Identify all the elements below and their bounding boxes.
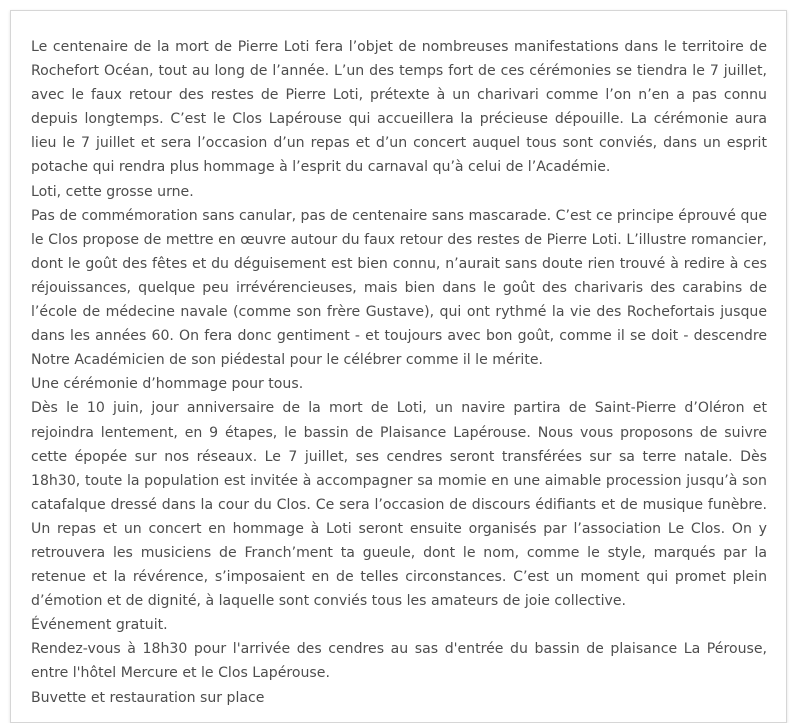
free-event-note: Événement gratuit. — [31, 617, 168, 634]
refreshments-note: Buvette et restauration sur place — [31, 689, 265, 706]
article-body — [31, 35, 767, 710]
section-heading-ceremony: Une cérémonie d’hommage pour tous. — [31, 376, 304, 393]
intro-paragraph: Le centenaire de la mort de Pierre Loti fera l’objet de nombreuses manifestations dans le territoire de Rochefort Océan, tout au long de l’année. L’un des temps fort de ces cérémonies se tiendra le 7 juillet, avec le faux retour des restes de Pierre Loti, prétexte à un charivari comme l’on n’en a pas connu depuis longtemps. C’est le Clos Lapérouse qui accueillera la précieuse dépouille. La cérémonie aura lieu le 7 juillet et sera l’occasion d’un repas et d’un concert auquel tous sont conviés, dans un esprit potache qui rendra plus hommage à l’esprit du carnaval qu’à celui de l’Académie. — [31, 39, 767, 176]
section-heading-loti: Loti, cette grosse urne. — [31, 183, 194, 200]
article-panel — [10, 10, 787, 723]
meeting-point-paragraph: Rendez-vous à 18h30 pour l'arrivée des cendres au sas d'entrée du bassin de plaisance La Pérouse, entre l'hôtel Mercure et le Clos Lapérouse. — [31, 641, 767, 682]
canular-paragraph: Pas de commémoration sans canular, pas de centenaire sans mascarade. C’est ce principe éprouvé que le Clos propose de mettre en œuvre autour du faux retour des restes de Pierre Loti. L’illustre romancier, dont le goût des fêtes et du déguisement est bien connu, n’aurait sans doute rien trouvé à redire à ces réjouissances, quelque peu irrévérencieuses, mais bien dans le goût des charivaris des carabins de l’école de médecine navale (comme son frère Gustave), qui ont rythmé la vie des Rochefortais jusque dans les années 60. On fera donc gentiment - et toujours avec bon goût, comme il se doit - descendre Notre Académicien de son piédestal pour le célébrer comme il le mérite. — [31, 207, 767, 369]
ceremony-paragraph: Dès le 10 juin, jour anniversaire de la mort de Loti, un navire partira de Saint-Pierre d’Oléron et rejoindra lentement, en 9 étapes, le bassin de Plaisance Lapérouse. Nous vous proposons de suivre cette épopée sur nos réseaux. Le 7 juillet, ses cendres seront transférées sur sa terre natale. Dès 18h30, toute la population est invitée à accompagner sa momie en une aimable procession jusqu’à son catafalque dressé dans la cour du Clos. Ce sera l’occasion de discours édifiants et de musique funèbre. Un repas et un concert en hommage à Loti seront ensuite organisés par l’association Le Clos. On y retrouvera les musiciens de Franch’ment ta gueule, dont le nom, comme le style, marqués par la retenue et la révérence, s’imposaient en de telles circonstances. C’est un moment qui promet plein d’émotion et de dignité, à laquelle sont conviés tous les amateurs de joie collective. — [31, 400, 767, 610]
